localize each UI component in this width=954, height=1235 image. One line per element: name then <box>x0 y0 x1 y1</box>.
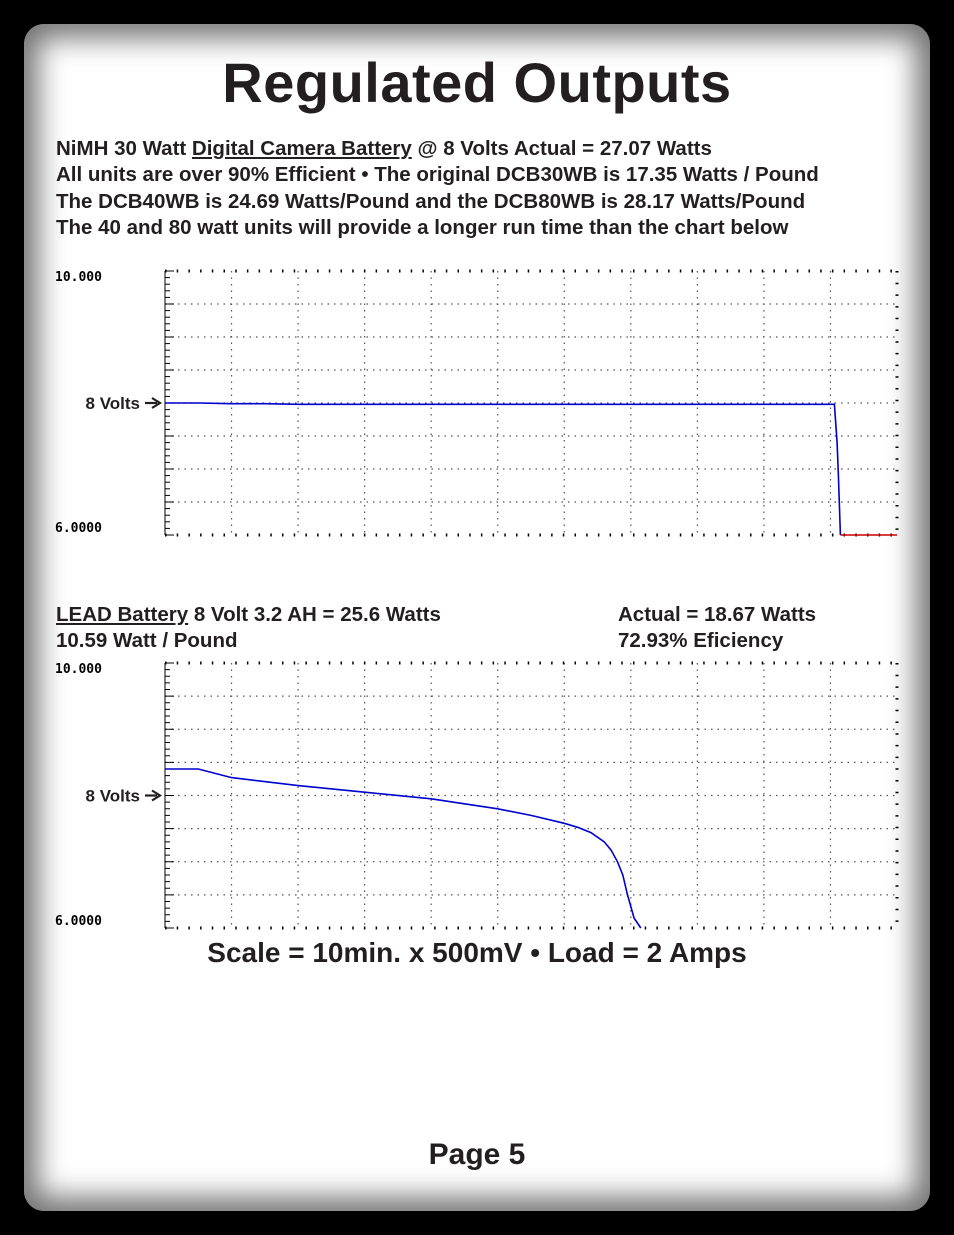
data-point <box>198 402 199 403</box>
data-point <box>297 785 298 786</box>
data-point <box>896 534 897 535</box>
data-point <box>604 841 605 842</box>
chart-1 <box>55 270 898 536</box>
data-point <box>297 404 298 405</box>
nimh-line-1-post: @ 8 Volts Actual = 27.07 Watts <box>411 137 712 160</box>
data-point <box>331 404 332 405</box>
page-title: Regulated Outputs <box>222 51 732 114</box>
data-point <box>622 874 623 875</box>
data-point <box>364 792 365 793</box>
series-line <box>165 403 840 535</box>
chart-2 <box>55 662 897 929</box>
data-point <box>364 404 365 405</box>
data-point <box>497 808 498 809</box>
y-tick-label-bottom: 6.0000 <box>55 521 102 536</box>
data-point <box>590 832 591 833</box>
lead-efficiency: 72.93% Eficiency <box>618 629 784 652</box>
data-point <box>577 827 578 828</box>
data-point <box>198 768 199 769</box>
data-point <box>231 403 232 404</box>
nimh-line-1-pre: NiMH 30 Watt <box>56 137 192 160</box>
data-point <box>763 404 764 405</box>
data-point <box>830 404 831 405</box>
marker-label: 8 Volts <box>85 786 140 806</box>
y-tick-label-top: 10.000 <box>55 662 102 677</box>
lead-line-1-post: 8 Volt 3.2 AH = 25.6 Watts <box>188 603 441 626</box>
data-point <box>264 403 265 404</box>
data-point <box>617 861 618 862</box>
lead-actual: Actual = 18.67 Watts <box>618 603 817 626</box>
scale-caption: Scale = 10min. x 500mV • Load = 2 Amps <box>207 937 747 968</box>
data-point <box>610 849 611 850</box>
lead-battery-link[interactable]: LEAD Battery <box>56 603 189 626</box>
nimh-line-4: The 40 and 80 watt units will provide a longer run time than the chart below <box>56 216 789 239</box>
data-point <box>627 894 628 895</box>
series-line <box>165 769 641 928</box>
data-point <box>834 404 835 405</box>
nimh-line-3: The DCB40WB is 24.69 Watts/Pound and the DCB80WB is 28.17 Watts/Pound <box>56 190 806 213</box>
data-point <box>837 442 838 443</box>
data-point <box>431 404 432 405</box>
data-point <box>697 404 698 405</box>
data-point <box>840 534 841 535</box>
data-point <box>640 927 641 928</box>
nimh-line-2: All units are over 90% Efficient • The original DCB30WB is 17.35 Watts / Pound <box>56 163 819 186</box>
data-point <box>634 917 635 918</box>
data-point <box>497 404 498 405</box>
data-point <box>630 404 631 405</box>
data-point <box>164 402 165 403</box>
data-point <box>838 475 839 476</box>
data-point <box>564 404 565 405</box>
page-number: Page 5 <box>428 1138 526 1171</box>
data-point <box>231 777 232 778</box>
data-point <box>164 768 165 769</box>
lead-line-2: 10.59 Watt / Pound <box>56 629 238 652</box>
y-tick-label-bottom: 6.0000 <box>55 914 102 929</box>
data-point <box>564 823 565 824</box>
data-point <box>530 815 531 816</box>
data-point <box>431 798 432 799</box>
digital-camera-battery-link[interactable]: Digital Camera Battery <box>191 137 412 160</box>
marker-label: 8 Volts <box>85 394 140 413</box>
y-tick-label-top: 10.000 <box>55 270 102 285</box>
